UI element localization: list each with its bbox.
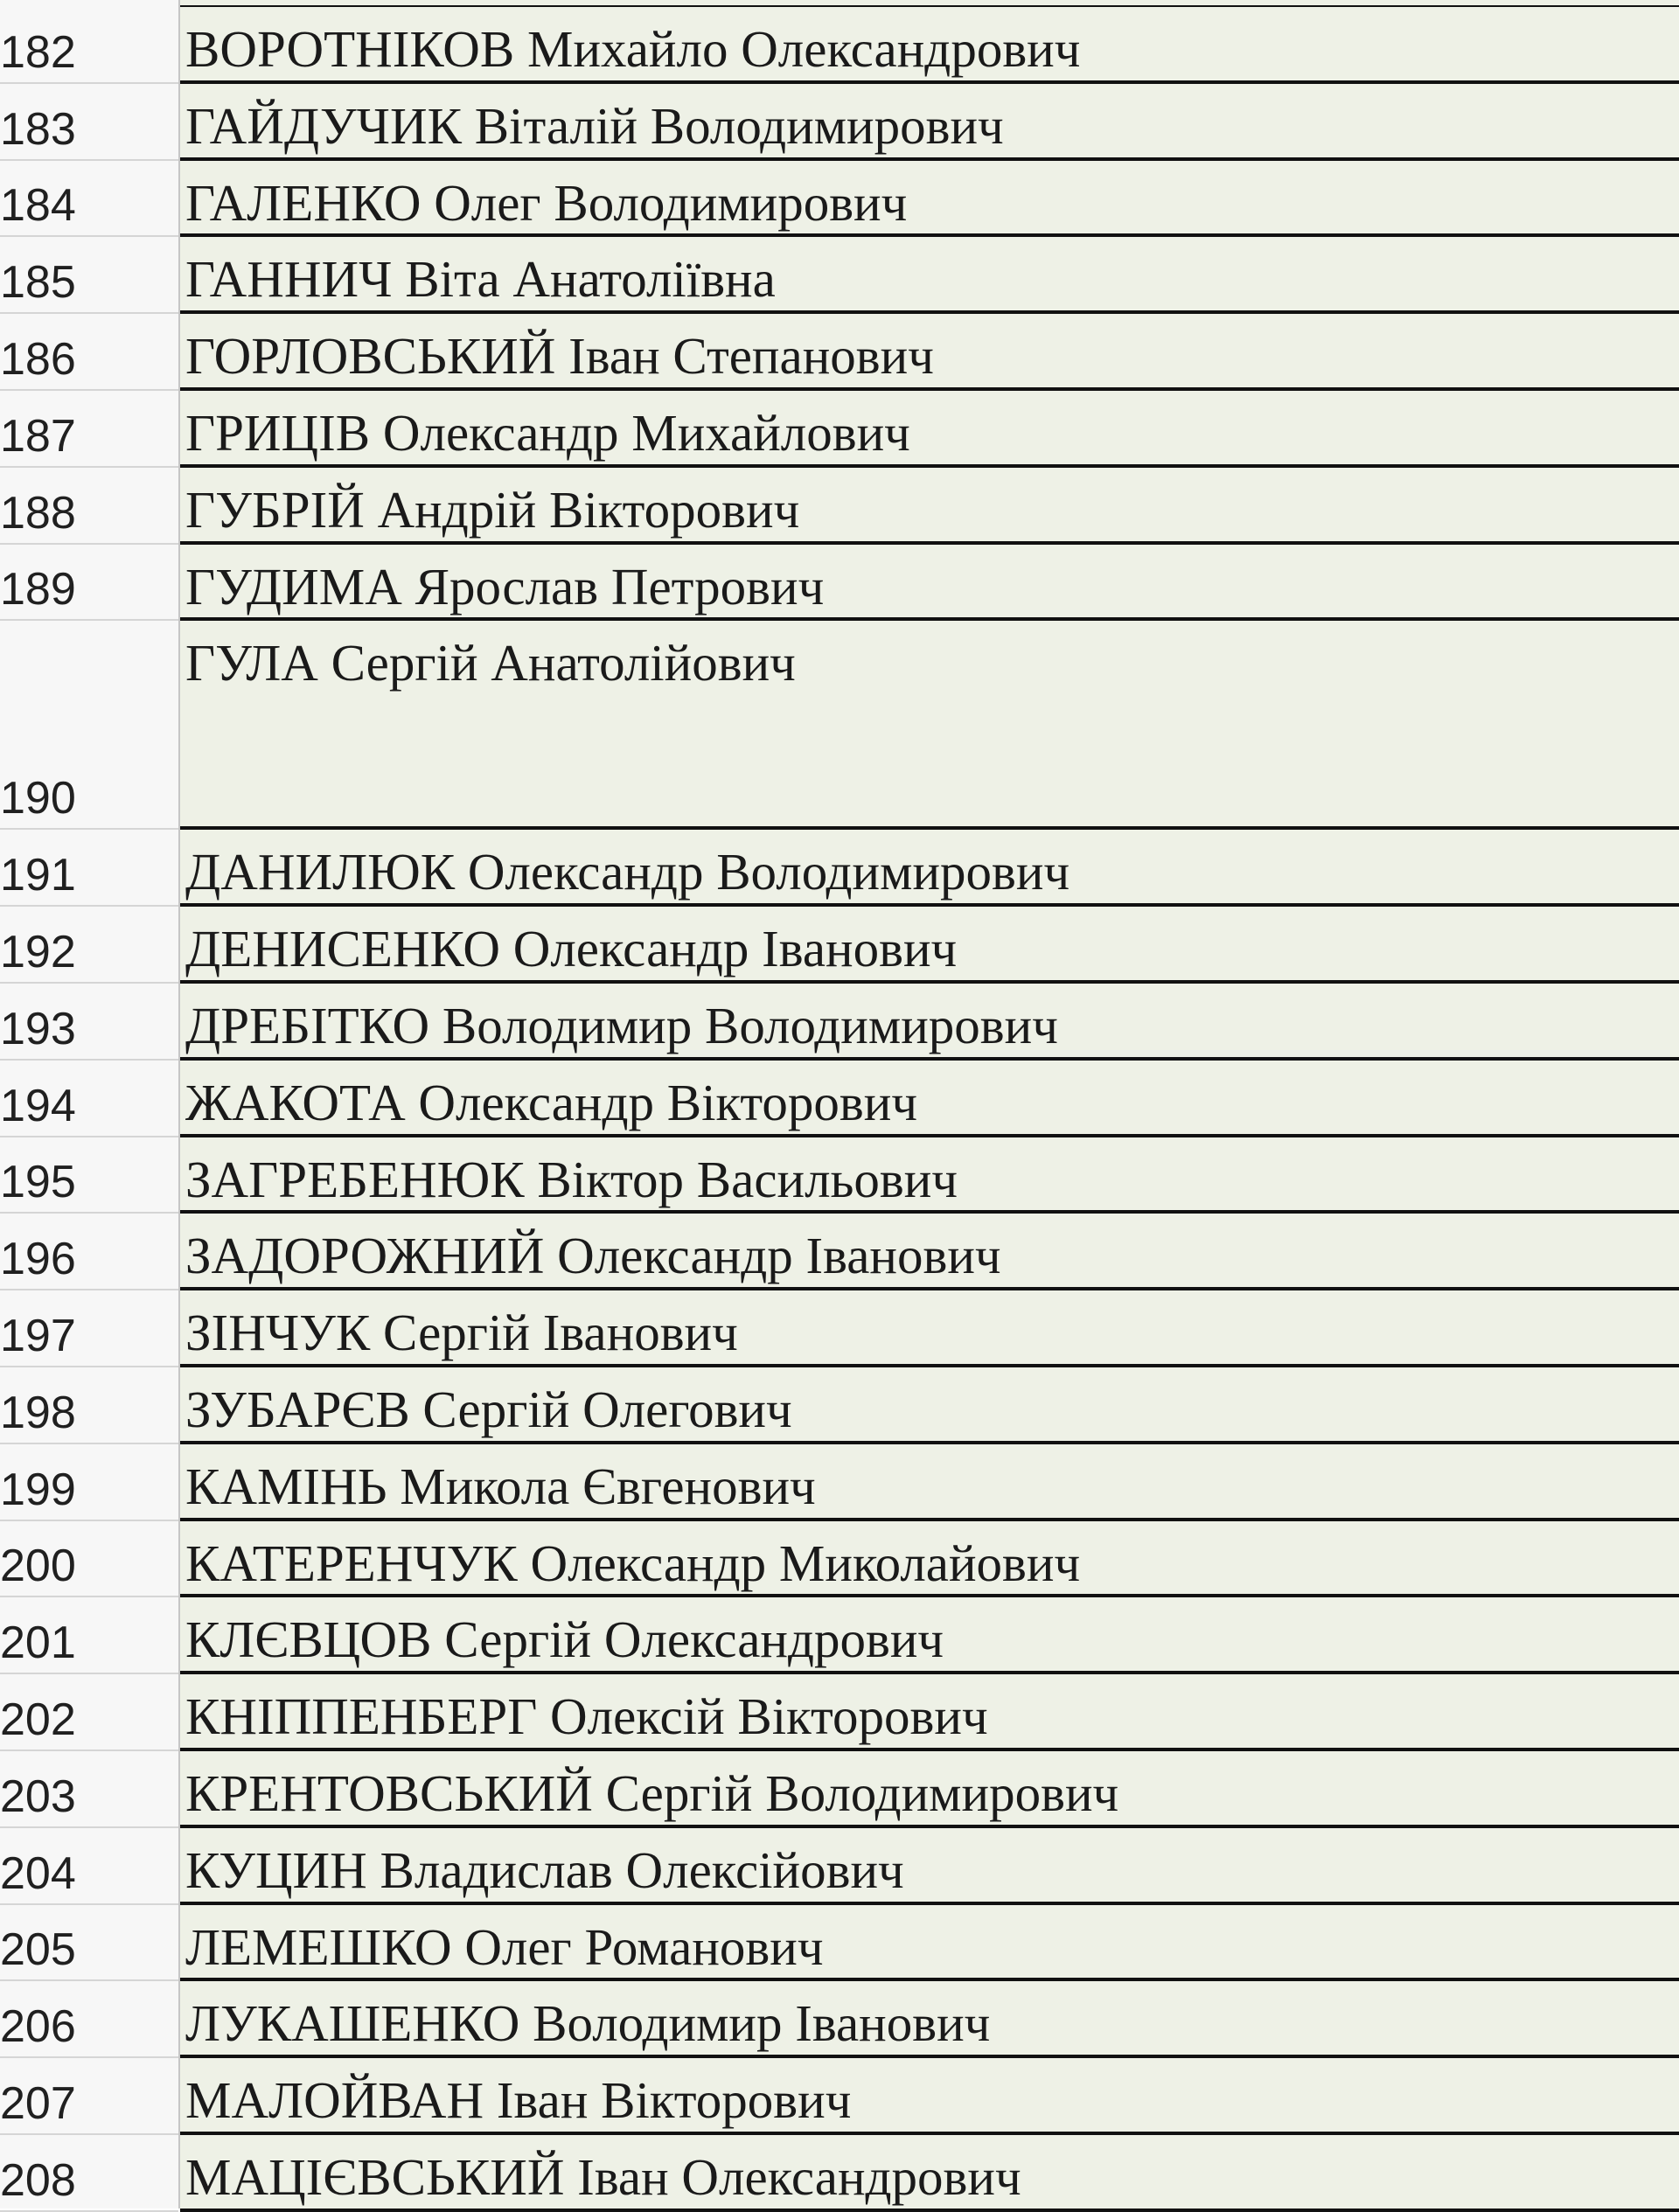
name-cell[interactable] bbox=[180, 907, 1679, 984]
table-row[interactable] bbox=[0, 84, 1679, 161]
row-number[interactable]: 191 bbox=[0, 830, 178, 907]
table-row[interactable] bbox=[0, 7, 1679, 84]
name-cell[interactable] bbox=[180, 391, 1679, 468]
name-cell[interactable] bbox=[180, 1290, 1679, 1367]
name-text: КЛЄВЦОВ Сергій Олександрович bbox=[185, 1610, 944, 1669]
row-number[interactable]: 200 bbox=[0, 1521, 178, 1598]
table-row[interactable] bbox=[0, 468, 1679, 545]
name-text: МАЦІЄВСЬКИЙ Іван Олександрович bbox=[185, 2148, 1021, 2206]
name-text: ДРЕБІТКО Володимир Володимирович bbox=[185, 997, 1058, 1054]
name-cell[interactable] bbox=[180, 314, 1679, 391]
name-text: ГУЛА Сергій Анатолійович bbox=[185, 634, 796, 692]
name-cell[interactable] bbox=[180, 468, 1679, 545]
table-row[interactable] bbox=[0, 1521, 1679, 1598]
name-text: ГАЛЕНКО Олег Володимирович bbox=[185, 173, 908, 232]
row-number[interactable]: 184 bbox=[0, 161, 178, 238]
name-cell[interactable] bbox=[180, 1674, 1679, 1751]
name-text: ДАНИЛЮК Олександр Володимирович bbox=[185, 843, 1070, 901]
name-text: ГРИЦІВ Олександр Михайлович bbox=[185, 404, 910, 462]
name-text: ГУДИМА Ярослав Петрович bbox=[185, 557, 825, 616]
table-row[interactable] bbox=[0, 1137, 1679, 1214]
row-number[interactable]: 198 bbox=[0, 1367, 178, 1444]
name-cell[interactable] bbox=[180, 1061, 1679, 1137]
name-text: ГАННИЧ Віта Анатоліївна bbox=[185, 250, 776, 309]
row-number[interactable]: 186 bbox=[0, 314, 178, 391]
name-cell[interactable] bbox=[180, 830, 1679, 907]
row-number[interactable]: 204 bbox=[0, 1828, 178, 1905]
name-cell[interactable] bbox=[180, 7, 1679, 84]
name-text: КНІППЕНБЕРГ Олексій Вікторович bbox=[185, 1687, 988, 1746]
table-row[interactable] bbox=[0, 1061, 1679, 1137]
row-number[interactable]: 208 bbox=[0, 2135, 178, 2212]
table-row[interactable] bbox=[0, 237, 1679, 314]
name-text: КАТЕРЕНЧУК Олександр Миколайович bbox=[185, 1534, 1081, 1592]
row-number[interactable]: 188 bbox=[0, 468, 178, 545]
name-cell[interactable] bbox=[180, 1751, 1679, 1828]
table-row[interactable] bbox=[0, 1751, 1679, 1828]
table-row[interactable] bbox=[0, 1905, 1679, 1982]
name-text: ЗАГРЕБЕНЮК Віктор Васильович bbox=[185, 1150, 958, 1208]
name-text: ГУБРІЙ Андрій Вікторович bbox=[185, 480, 800, 539]
name-text: МАЛОЙВАН Іван Вікторович bbox=[185, 2071, 852, 2130]
name-text: КАМІНЬ Микола Євгенович bbox=[185, 1457, 816, 1515]
row-number[interactable]: 207 bbox=[0, 2058, 178, 2135]
name-text: ЗУБАРЄВ Сергій Олегович bbox=[185, 1381, 792, 1438]
row-number[interactable]: 202 bbox=[0, 1674, 178, 1751]
row-number[interactable]: 194 bbox=[0, 1061, 178, 1137]
table-row[interactable] bbox=[0, 314, 1679, 391]
table-row[interactable] bbox=[0, 161, 1679, 238]
name-cell[interactable] bbox=[180, 237, 1679, 314]
table-row[interactable] bbox=[0, 907, 1679, 984]
name-text: ЛУКАШЕНКО Володимир Іванович bbox=[185, 1994, 991, 2053]
name-cell[interactable] bbox=[180, 1137, 1679, 1214]
table-row[interactable] bbox=[0, 1290, 1679, 1367]
name-text: ЖАКОТА Олександр Вікторович bbox=[185, 1073, 918, 1131]
name-cell[interactable] bbox=[180, 1444, 1679, 1521]
name-text: ГАЙДУЧИК Віталій Володимирович bbox=[185, 96, 1004, 155]
row-number[interactable]: 183 bbox=[0, 84, 178, 161]
row-number[interactable]: 206 bbox=[0, 1981, 178, 2058]
row-number[interactable]: 189 bbox=[0, 545, 178, 622]
table-row[interactable] bbox=[0, 1444, 1679, 1521]
name-cell[interactable] bbox=[180, 1597, 1679, 1674]
row-number[interactable]: 201 bbox=[0, 1597, 178, 1674]
name-cell[interactable] bbox=[180, 2135, 1679, 2212]
name-text: ВОРОТНІКОВ Михайло Олександрович bbox=[185, 20, 1081, 78]
name-cell[interactable] bbox=[180, 1214, 1679, 1290]
row-number[interactable]: 182 bbox=[0, 7, 178, 84]
table-row[interactable] bbox=[0, 1597, 1679, 1674]
table-row[interactable] bbox=[0, 1214, 1679, 1290]
row-number[interactable]: 185 bbox=[0, 237, 178, 314]
row-number[interactable]: 196 bbox=[0, 1214, 178, 1290]
row-number[interactable]: 199 bbox=[0, 1444, 178, 1521]
name-cell[interactable] bbox=[180, 1905, 1679, 1982]
name-text: КРЕНТОВСЬКИЙ Сергій Володимирович bbox=[185, 1764, 1119, 1822]
name-cell[interactable] bbox=[180, 1521, 1679, 1598]
name-cell[interactable] bbox=[180, 161, 1679, 238]
name-cell[interactable] bbox=[180, 1981, 1679, 2058]
name-cell[interactable] bbox=[180, 984, 1679, 1061]
table-row[interactable] bbox=[0, 621, 1679, 830]
table-row[interactable] bbox=[0, 2058, 1679, 2135]
row-number[interactable]: 203 bbox=[0, 1751, 178, 1828]
table-row[interactable] bbox=[0, 545, 1679, 622]
name-cell[interactable] bbox=[180, 621, 1679, 830]
table-row[interactable] bbox=[0, 1367, 1679, 1444]
table-row[interactable] bbox=[0, 1828, 1679, 1905]
name-text: ДЕНИСЕНКО Олександр Іванович bbox=[185, 920, 958, 978]
name-text: КУЦИН Владислав Олексійович bbox=[185, 1840, 904, 1899]
name-cell[interactable] bbox=[180, 2058, 1679, 2135]
name-cell[interactable] bbox=[180, 1367, 1679, 1444]
name-cell[interactable] bbox=[180, 84, 1679, 161]
row-number[interactable]: 197 bbox=[0, 1290, 178, 1367]
table-row[interactable] bbox=[0, 1981, 1679, 2058]
name-cell[interactable] bbox=[180, 545, 1679, 622]
name-cell[interactable] bbox=[180, 1828, 1679, 1905]
row-number[interactable]: 190 bbox=[0, 621, 178, 830]
row-number[interactable]: 195 bbox=[0, 1137, 178, 1214]
row-number[interactable]: 193 bbox=[0, 984, 178, 1061]
table-row[interactable] bbox=[0, 984, 1679, 1061]
name-text: ЛЕМЕШКО Олег Романович bbox=[185, 1917, 824, 1976]
name-text: ЗАДОРОЖНИЙ Олександр Іванович bbox=[185, 1227, 1001, 1285]
table-row[interactable] bbox=[0, 830, 1679, 907]
row-number[interactable]: 205 bbox=[0, 1905, 178, 1982]
table-row[interactable] bbox=[0, 2135, 1679, 2212]
table-row[interactable] bbox=[0, 1674, 1679, 1751]
name-text: ЗІНЧУК Сергій Іванович bbox=[185, 1304, 738, 1362]
table-row[interactable] bbox=[0, 391, 1679, 468]
name-text: ГОРЛОВСЬКИЙ Іван Степанович bbox=[185, 327, 934, 386]
row-number[interactable]: 187 bbox=[0, 391, 178, 468]
row-number[interactable]: 192 bbox=[0, 907, 178, 984]
